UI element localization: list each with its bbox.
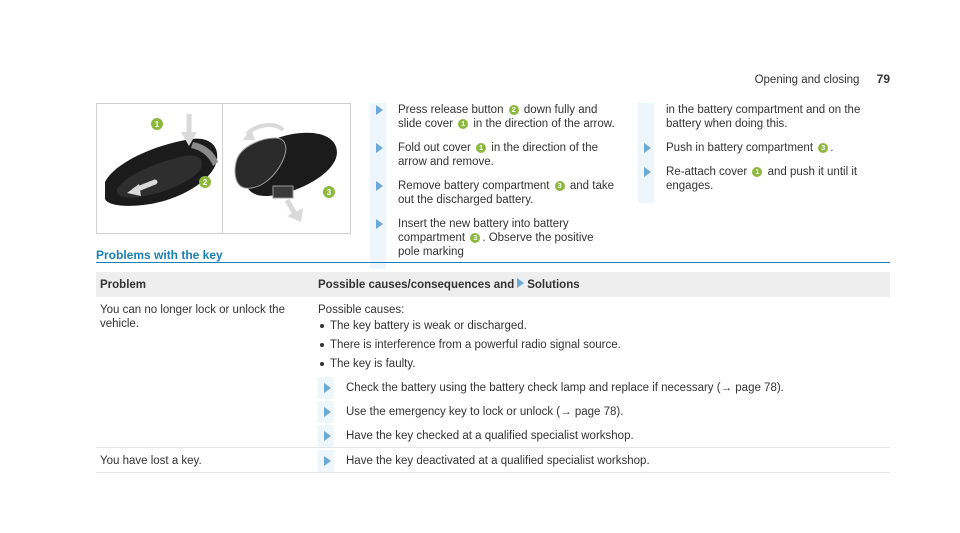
instruction-step bbox=[370, 141, 618, 169]
step-text: and take out the discharged battery. bbox=[398, 180, 614, 206]
causes-list bbox=[318, 319, 886, 371]
key-right-image bbox=[235, 125, 337, 222]
step-text: Fold out cover bbox=[398, 142, 475, 154]
callout-1: 1 bbox=[752, 167, 762, 177]
callout-3: 3 bbox=[818, 143, 828, 153]
action-arrow-icon bbox=[324, 431, 331, 441]
solutions-cell bbox=[314, 448, 890, 473]
list-item: The key battery is weak or discharged. bbox=[318, 319, 886, 333]
action-arrow-icon bbox=[376, 181, 383, 191]
table-row bbox=[96, 448, 890, 473]
key-battery-illustration bbox=[96, 103, 351, 234]
callout-2: 2 bbox=[509, 105, 519, 115]
solution-step bbox=[318, 454, 886, 468]
section-title-rule bbox=[96, 262, 890, 263]
step-margin-bar bbox=[638, 103, 654, 141]
callout-1: 1 bbox=[476, 143, 486, 153]
solution-step bbox=[318, 405, 886, 419]
page-header bbox=[755, 72, 890, 86]
list-item: There is interference from a powerful radio signal source. bbox=[318, 338, 886, 352]
step-text: and push it until it engages. bbox=[666, 166, 858, 192]
callout-3: 3 bbox=[470, 233, 480, 243]
section-title: Problems with the key bbox=[96, 248, 223, 262]
instruction-steps-column-2 bbox=[638, 103, 873, 203]
step-text: in the battery compartment and on the battery when doing this. bbox=[666, 104, 861, 130]
svg-text:2: 2 bbox=[202, 178, 208, 187]
action-arrow-icon bbox=[517, 278, 524, 288]
svg-text:3: 3 bbox=[326, 188, 332, 197]
solution-step bbox=[318, 429, 886, 443]
callout-1: 1 bbox=[458, 119, 468, 129]
step-text: Remove battery compartment bbox=[398, 180, 553, 192]
step-text: . bbox=[830, 142, 834, 154]
step-text: down fully and slide cover bbox=[398, 104, 598, 130]
problem-cell: You can no longer lock or unlock the vehicle. bbox=[96, 297, 314, 448]
table-row bbox=[96, 297, 890, 448]
callout-3: 3 bbox=[555, 181, 565, 191]
action-arrow-icon bbox=[376, 143, 383, 153]
step-text: Insert the new battery into battery compartment bbox=[398, 218, 569, 244]
step-text: Re-attach cover bbox=[666, 166, 751, 178]
solution-step bbox=[318, 381, 886, 395]
causes-label: Possible causes: bbox=[318, 304, 405, 316]
action-arrow-icon bbox=[376, 105, 383, 115]
step-text: Have the key checked at a qualified specialist workshop. bbox=[346, 430, 634, 442]
column-header-causes: Possible causes/consequences and Solutions bbox=[314, 272, 890, 297]
list-item: The key is faulty. bbox=[318, 357, 886, 371]
problems-table bbox=[96, 272, 890, 473]
step-text: in the direction of the arrow and remove. bbox=[398, 142, 599, 168]
instruction-step bbox=[370, 103, 618, 131]
instruction-step bbox=[638, 165, 873, 193]
instruction-step bbox=[370, 217, 618, 259]
step-text: Check the battery using the battery check lamp and replace if necessary (→ page 78). bbox=[346, 382, 784, 394]
svg-text:1: 1 bbox=[154, 120, 160, 129]
action-arrow-icon bbox=[644, 167, 651, 177]
step-text: Press release button bbox=[398, 104, 507, 116]
step-text: . Observe the positive pole marking bbox=[398, 232, 594, 258]
action-arrow-icon bbox=[324, 456, 331, 466]
problem-cell: You have lost a key. bbox=[96, 448, 314, 473]
page-number: 79 bbox=[876, 72, 890, 86]
column-header-problem: Problem bbox=[96, 272, 314, 297]
table-header-row bbox=[96, 272, 890, 297]
step-continuation bbox=[638, 103, 873, 131]
action-arrow-icon bbox=[324, 383, 331, 393]
step-text: Push in battery compartment bbox=[666, 142, 817, 154]
instruction-step bbox=[370, 179, 618, 207]
action-arrow-icon bbox=[376, 219, 383, 229]
instruction-step bbox=[638, 141, 873, 155]
section-name: Opening and closing bbox=[754, 74, 860, 86]
key-illustration-svg bbox=[97, 104, 350, 233]
figure-divider bbox=[222, 104, 223, 233]
step-text: Use the emergency key to lock or unlock (→ page 78). bbox=[346, 406, 624, 418]
solutions-cell bbox=[314, 297, 890, 448]
action-arrow-icon bbox=[644, 143, 651, 153]
key-left-image bbox=[105, 114, 218, 206]
step-text: in the direction of the arrow. bbox=[470, 118, 615, 130]
step-text: Have the key deactivated at a qualified specialist workshop. bbox=[346, 455, 650, 467]
action-arrow-icon bbox=[324, 407, 331, 417]
instruction-steps-column-1 bbox=[370, 103, 618, 269]
